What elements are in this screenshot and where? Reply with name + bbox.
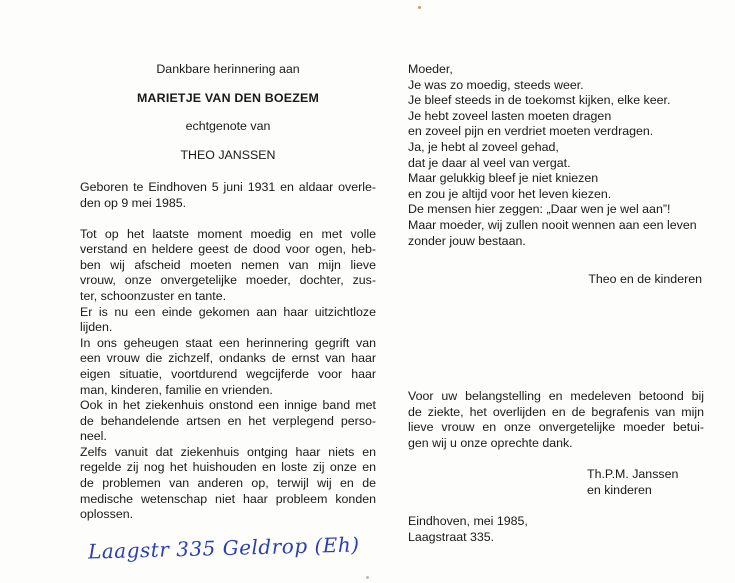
text-line: de ziekte, het overlijden en de begrafenis van mijn	[408, 404, 704, 419]
text-line: man, kinderen, familie en vrienden.	[80, 382, 273, 397]
text-line: gen wij u onze oprechte dank.	[408, 435, 573, 450]
text-line: medische wetenschap niet haar probleem konden	[80, 491, 376, 506]
paragraph	[80, 305, 376, 336]
text-line: Geboren te Eindhoven 5 juni 1931 en aldaar overle-	[80, 180, 376, 195]
speck-mark	[366, 576, 369, 579]
poem-line: De mensen hier zeggen: „Daar wen je wel aan”!	[408, 202, 671, 217]
body-text	[80, 227, 376, 523]
signature-line: en kinderen	[587, 482, 652, 497]
text-line: Zelfs vanuit dat ziekenhuis ontging haar niets en	[80, 444, 376, 459]
deceased-name: MARIETJE VAN DEN BOEZEM	[137, 90, 319, 105]
text-line: lijden.	[80, 320, 113, 335]
spouse-intro: echtgenote van	[185, 119, 271, 134]
text-line: ter, schoonzuster en tante.	[80, 288, 227, 303]
poem-line: Ja, je hebt al zoveel gehad,	[408, 139, 559, 154]
thanks-signature	[587, 467, 717, 498]
text-line: Ook in het ziekenhuis onstond een innige band met	[80, 398, 376, 413]
text-line: een vrouw die zichzelf, ondanks de ernst van haar	[80, 351, 376, 366]
poem-signature: Theo en de kinderen	[588, 272, 702, 286]
card-heading: Dankbare herinnering aan	[156, 62, 300, 76]
text-line: lieve vrouw en onze onvergetelijke moeder betui-	[408, 420, 704, 435]
place-and-address	[408, 514, 608, 545]
handwritten-address-note: Laagstr 335 Geldrop (Eh)	[87, 532, 360, 564]
paragraph	[80, 398, 376, 445]
text-line: Tot op het laatste moment moedig en met volle	[80, 226, 376, 241]
text-line: de problemen van anderen op, terwijl wij en de	[80, 476, 376, 491]
text-line: de behandelende artsen en het verplegend perso-	[80, 413, 376, 428]
birth-death-paragraph	[80, 180, 376, 211]
text-line: Voor uw belangstelling en medeleven betoond bij	[408, 389, 704, 403]
speck-mark	[418, 6, 421, 9]
text-line: eigen situatie, voortdurend wegcijferde voor haar	[80, 366, 376, 381]
text-line: den op 9 mei 1985.	[80, 195, 187, 210]
text-line: In ons geheugen staat een herinnering gegrift van	[80, 335, 376, 350]
poem	[408, 62, 708, 249]
text-line: regelde zij nog het huishouden en loste zij onze en	[80, 460, 376, 475]
poem-line: Maar gelukkig bleef je niet kniezen	[408, 171, 599, 186]
place-date: Eindhoven, mei 1985,	[408, 514, 528, 528]
spouse-name: THEO JANSSEN	[180, 147, 276, 162]
poem-line: Je hebt zoveel lasten moeten dragen	[408, 108, 612, 123]
poem-line: Moeder,	[408, 62, 453, 76]
poem-line: Je bleef steeds in de toekomst kijken, elke keer.	[408, 93, 671, 108]
paragraph	[80, 445, 376, 523]
address: Laagstraat 335.	[408, 529, 495, 544]
poem-line: en zou je altijd voor het leven kiezen.	[408, 186, 612, 201]
text-line: verstand en heldere geest de dood voor ogen, heb-	[80, 242, 376, 257]
right-column	[408, 62, 708, 249]
paragraph	[80, 227, 376, 305]
thanks-paragraph	[408, 389, 704, 451]
poem-line: en zoveel pijn en verdriet moeten verdragen.	[408, 124, 654, 139]
text-line: neel.	[80, 429, 107, 444]
poem-line: zonder jouw bestaan.	[408, 233, 526, 248]
text-line: ben wij afscheid moeten nemen van mijn lieve	[80, 257, 376, 272]
poem-line: dat je daar al veel van vergat.	[408, 155, 571, 170]
text-line: oplossen.	[80, 507, 134, 522]
text-line: Er is nu een einde gekomen aan haar uitzichtloze	[80, 304, 376, 319]
paragraph	[80, 336, 376, 398]
text-line: vrouw, onze onvergetelijke moeder, dochter, zus-	[80, 273, 376, 288]
poem-line: Maar moeder, wij zullen nooit wennen aan een leven	[408, 217, 697, 232]
left-column	[80, 62, 376, 523]
poem-line: Je was zo moedig, steeds weer.	[408, 77, 584, 92]
signature-line: Th.P.M. Janssen	[587, 467, 679, 481]
